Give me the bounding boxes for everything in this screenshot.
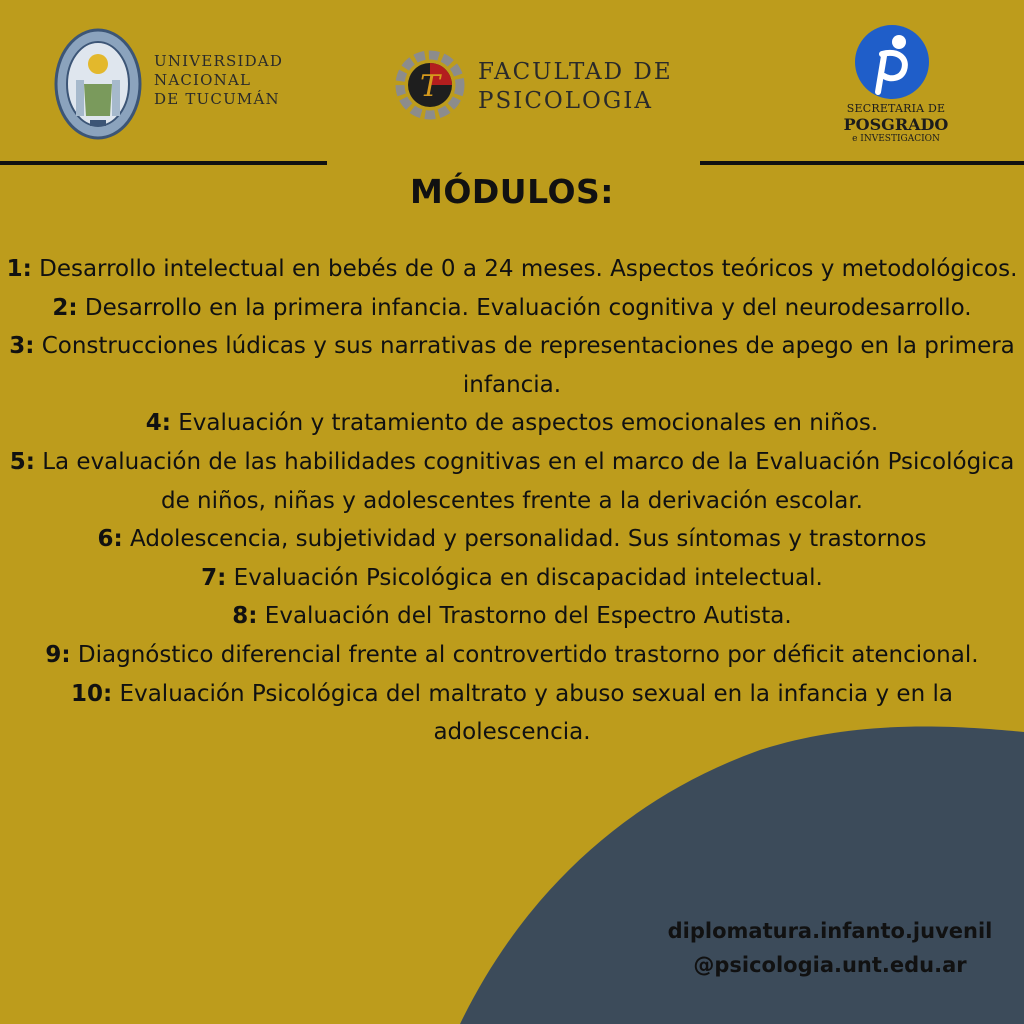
module-text: Adolescencia, subjetividad y personalidad. Sus síntomas y trastornos xyxy=(122,526,927,553)
posgrado-name xyxy=(834,102,958,145)
module-number: 8: xyxy=(232,603,258,630)
module-item xyxy=(0,327,1024,404)
faculty-name-line: PSICOLOGIA xyxy=(478,88,653,114)
module-number: 4: xyxy=(145,410,171,437)
module-item xyxy=(0,636,1024,675)
posgrado-figure-logo-icon xyxy=(852,22,932,102)
modules-list xyxy=(0,250,1024,752)
module-text: Evaluación Psicológica del maltrato y abuso sexual en la infancia y en la adolescencia. xyxy=(112,680,953,746)
svg-text:T: T xyxy=(419,69,441,104)
module-text: Diagnóstico diferencial frente al controvertido trastorno por déficit atencional. xyxy=(70,641,979,668)
module-item xyxy=(0,597,1024,636)
module-text: Evaluación del Trastorno del Espectro Autista. xyxy=(257,603,792,630)
module-text: Evaluación Psicológica en discapacidad intelectual. xyxy=(226,564,823,591)
module-number: 2: xyxy=(52,294,78,321)
module-number: 1: xyxy=(6,256,32,282)
module-number: 7: xyxy=(201,564,227,591)
module-item xyxy=(0,675,1024,752)
instagram-handle: diplomatura.infanto.juvenil xyxy=(667,919,993,943)
module-text: Desarrollo intelectual en bebés de 0 a 24 meses. Aspectos teóricos y metodológicos. xyxy=(31,256,1018,282)
posgrado-name-line: e INVESTIGACION xyxy=(852,134,940,144)
module-item xyxy=(0,559,1024,598)
module-item xyxy=(0,250,1024,289)
module-number: 10: xyxy=(71,680,113,707)
module-number: 9: xyxy=(45,641,71,668)
module-item xyxy=(0,443,1024,520)
module-number: 3: xyxy=(9,333,35,360)
module-item xyxy=(0,289,1024,328)
module-number: 5: xyxy=(9,448,35,475)
university-name-line: UNIVERSIDAD xyxy=(154,52,284,70)
faculty-name xyxy=(478,58,673,116)
faculty-name-line: FACULTAD DE xyxy=(478,59,673,85)
module-text: Desarrollo en la primera infancia. Evaluación cognitiva y del neurodesarrollo. xyxy=(77,294,972,321)
page-title: MÓDULOS: xyxy=(410,172,614,211)
module-text: Construcciones lúdicas y sus narrativas de representaciones de apego en la primera infancia. xyxy=(34,333,1015,398)
divider-left xyxy=(0,161,327,165)
university-name xyxy=(154,52,283,109)
module-number: 6: xyxy=(97,526,123,553)
module-item xyxy=(0,404,1024,443)
contact-info xyxy=(620,914,1024,982)
header xyxy=(0,0,1024,160)
posgrado-name-line: POSGRADO xyxy=(843,115,949,134)
university-name-line: NACIONAL xyxy=(154,71,252,89)
university-name-line: DE TUCUMÁN xyxy=(154,90,280,108)
module-item xyxy=(0,520,1024,559)
psychology-faculty-logo-icon xyxy=(394,50,466,120)
module-text: La evaluación de las habilidades cognitivas en el marco de la Evaluación Psicológica de niños, niñas y adolescentes frente a la derivación escolar. xyxy=(34,448,1015,514)
divider-right xyxy=(700,161,1024,165)
university-seal-icon xyxy=(54,28,142,140)
posgrado-name-line: SECRETARIA DE xyxy=(846,102,946,115)
module-text: Evaluación y tratamiento de aspectos emocionales en niños. xyxy=(170,410,879,437)
email-domain: @psicologia.unt.edu.ar xyxy=(693,953,967,977)
